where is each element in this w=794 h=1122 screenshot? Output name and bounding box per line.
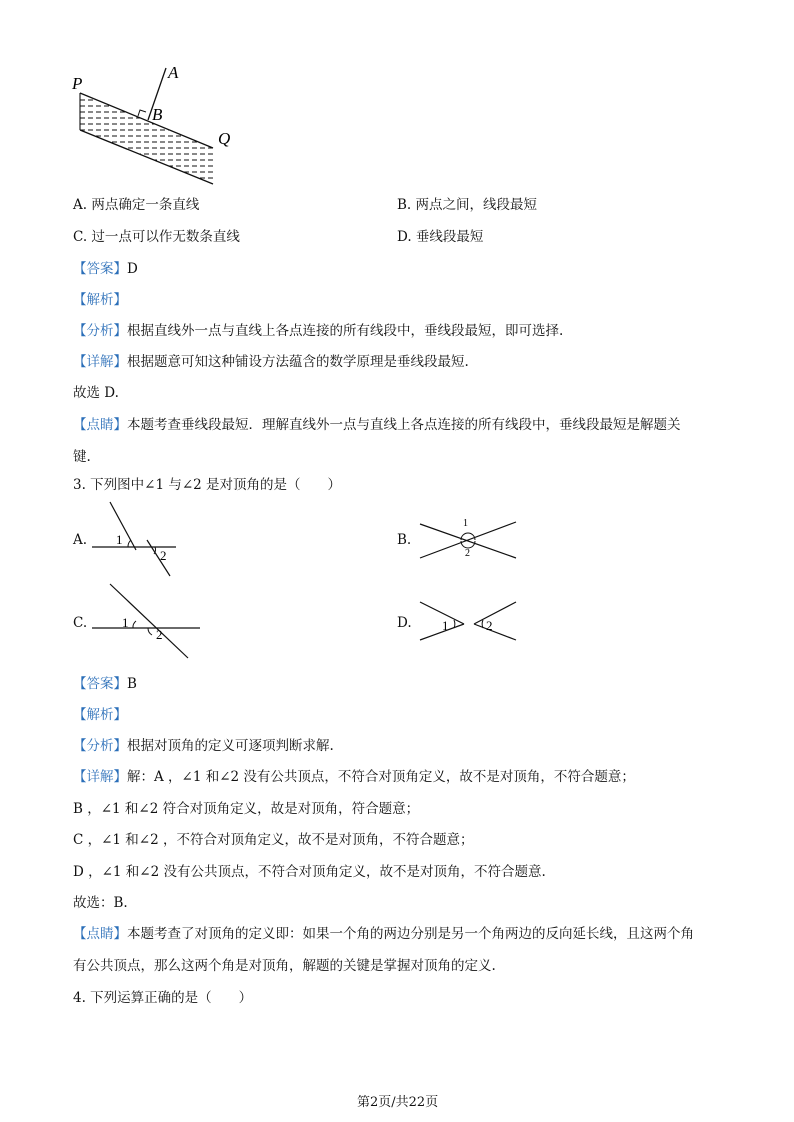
q3-d-angle1-label: 1	[442, 618, 449, 633]
q3-dianjing	[73, 922, 694, 942]
q2-analysis-tag: 【解析】	[73, 292, 127, 308]
label-p: P	[72, 74, 83, 93]
q3-dianjing-text: 本题考查了对顶角的定义即：如果一个角的两边分别是另一个角两边的反向延长线，且这两个角	[127, 926, 694, 942]
q3-xiangjie-c: C ，∠1 和∠2 ，不符合对顶角定义，故不是对顶角，不符合题意；	[73, 832, 474, 848]
q2-answer	[73, 257, 138, 277]
q2-xiangjie-text: 根据题意可知这种铺设方法蕴含的数学原理是垂线段最短.	[127, 354, 469, 370]
q3-xiangjie-b: B ，∠1 和∠2 符合对顶角定义，故是对顶角，符合题意；	[73, 801, 420, 817]
q3-xiangjie-d: D ，∠1 和∠2 没有公共顶点，不符合对顶角定义，故不是对顶角，不符合题意.	[73, 864, 546, 880]
q2-option-d: D. 垂线段最短	[397, 229, 484, 245]
q3-fenxi	[73, 734, 334, 754]
q2-answer-tag: 【答案】	[73, 261, 127, 277]
q3-figure-c	[88, 582, 213, 662]
q2-option-a: A. 两点确定一条直线	[73, 197, 200, 213]
q3-answer-value: B	[127, 676, 137, 692]
q3-a-angle1-label: 1	[116, 532, 123, 547]
q3-a-angle2-label: 2	[160, 548, 167, 563]
q3-figure-d	[418, 598, 528, 648]
q3-c-angle1-label: 1	[122, 615, 129, 630]
q3-option-d-label: D.	[397, 615, 412, 631]
q3-option-a-label: A.	[73, 532, 88, 548]
q3-xiangjie-text: 解：A ，∠1 和∠2 没有公共顶点，不符合对顶角定义，故不是对顶角，不符合题意；	[127, 769, 635, 785]
q3-answer	[73, 672, 137, 692]
q3-b-angle2-label: 2	[465, 548, 470, 559]
q2-xiangjie-tag: 【详解】	[73, 354, 127, 370]
label-a: A	[168, 63, 179, 82]
q2-dianjing-cont: 键.	[73, 449, 91, 465]
q3-conclusion: 故选：B.	[73, 895, 128, 911]
q2-answer-value: D	[127, 261, 138, 277]
q2-xiangjie	[73, 350, 469, 370]
q2-fenxi	[73, 319, 563, 339]
q3-figure-a	[88, 500, 208, 580]
right-angle-mark	[138, 110, 146, 116]
q2-fenxi-tag: 【分析】	[73, 323, 127, 339]
q3-b-angle1-label: 1	[463, 518, 468, 529]
q4-question: 4. 下列运算正确的是（ ）	[73, 990, 253, 1006]
q2-dianjing-text: 本题考查垂线段最短．理解直线外一点与直线上各点连接的所有线段中，垂线段最短是解题关	[127, 417, 681, 433]
q3-xiangjie-tag: 【详解】	[73, 769, 127, 785]
bank-line-bottom	[80, 130, 213, 184]
q3-fenxi-tag: 【分析】	[73, 738, 127, 754]
q3-d-angle2-label: 2	[486, 618, 493, 633]
q3-option-b-label: B.	[397, 532, 412, 548]
q3-figure-b	[418, 512, 528, 572]
page-footer: 第2页/共22页	[357, 1095, 439, 1110]
q2-option-b: B. 两点之间，线段最短	[397, 197, 538, 213]
bank-line-top	[80, 93, 213, 148]
q3-dianjing-cont: 有公共顶点，那么这两个角是对顶角，解题的关键是掌握对顶角的定义.	[73, 958, 496, 974]
q3-fenxi-text: 根据对顶角的定义可逐项判断求解.	[127, 738, 334, 754]
q3-c-angle2-label: 2	[156, 627, 163, 642]
river-perpendicular-figure	[0, 0, 794, 200]
q2-fenxi-text: 根据直线外一点与直线上各点连接的所有线段中，垂线段最短，即可选择.	[127, 323, 564, 339]
q3-dianjing-tag: 【点睛】	[73, 926, 127, 942]
q2-conclusion: 故选 D.	[73, 385, 119, 401]
q3-question: 3. 下列图中∠1 与∠2 是对顶角的是（ ）	[73, 477, 342, 493]
label-q: Q	[218, 129, 231, 148]
q3-answer-tag: 【答案】	[73, 676, 127, 692]
q2-dianjing	[73, 413, 681, 433]
q3-xiangjie	[73, 765, 635, 785]
q3-analysis-tag: 【解析】	[73, 707, 127, 723]
q3-option-c-label: C.	[73, 615, 88, 631]
q2-option-c: C. 过一点可以作无数条直线	[73, 229, 240, 245]
q2-dianjing-tag: 【点睛】	[73, 417, 127, 433]
label-b: B	[152, 105, 163, 124]
